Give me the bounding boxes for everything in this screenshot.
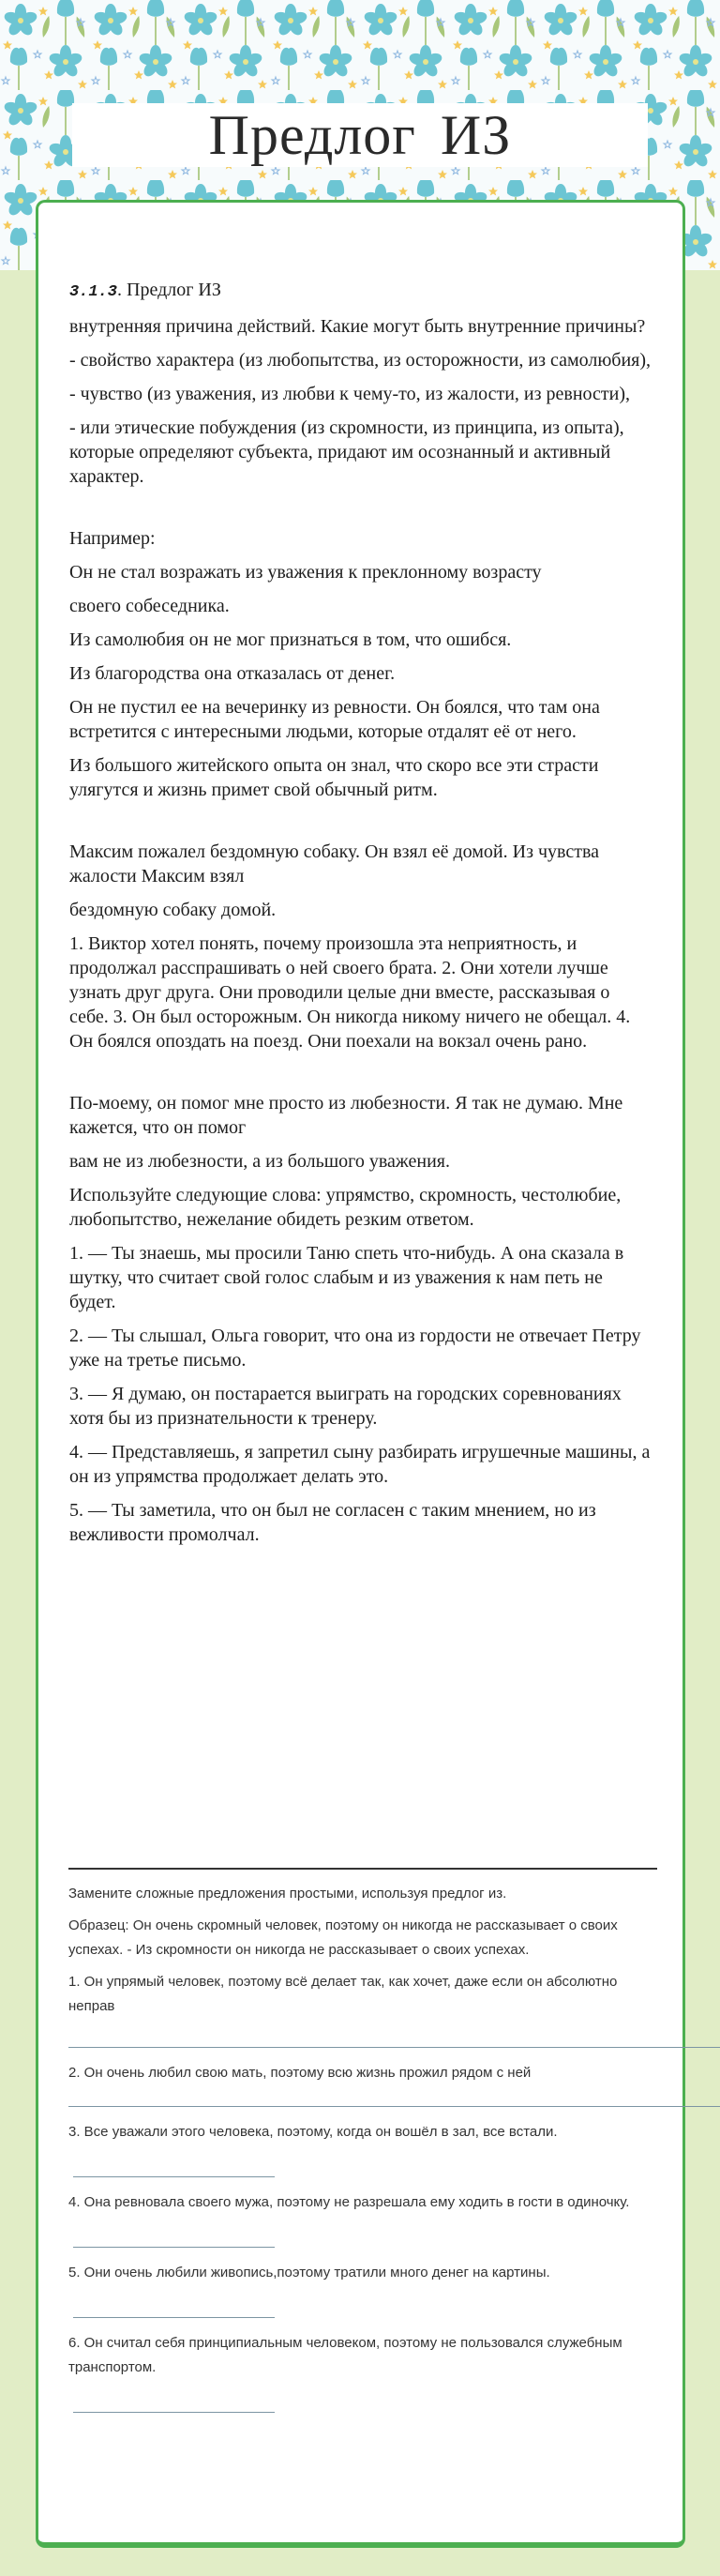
title-banner [72, 103, 648, 167]
page-title: Предлог ИЗ [208, 103, 512, 166]
section-divider [68, 1868, 657, 1870]
exercise-item: 6. Он считал себя принципиальным человеком, поэтому не пользовался служебным транспортом. [68, 2335, 622, 2375]
example-sentence: Из самолюбия он не мог признаться в том, что ошибся. [69, 629, 512, 650]
dialog-item: 4. — Представляешь, я запретил сыну разбирать игрушечные машины, а он из упрямства продолжает делать это. [69, 1442, 651, 1487]
exercise-item: 3. Все уважали этого человека, поэтому, когда он вошёл в зал, все встали. [68, 2124, 558, 2140]
exercise-item: 1. Он упрямый человек, поэтому всё делает так, как хочет, даже если он абсолютно неправ [68, 1974, 618, 2014]
dialog-item: 5. — Ты заметила, что он был не согласен с таким мнением, но из вежливости промолчал. [69, 1500, 596, 1545]
dialog-item: 2. — Ты слышал, Ольга говорит, что она из гордости не отвечает Петру уже на третье письмо. [69, 1326, 641, 1371]
content-card [36, 200, 685, 2548]
example-sentence: Он не стал возражать из уважения к преклонному возрасту [69, 562, 542, 583]
textbook-section [69, 278, 652, 1556]
section-number: 3.1.3 [69, 283, 118, 301]
examples-label: Например: [69, 528, 156, 549]
example-sentence: своего собеседника. [69, 596, 230, 616]
exercise-instruction: Замените сложные предложения простыми, используя предлог из. [68, 1886, 507, 1902]
exercise-item: 2. Он очень любил свою мать, поэтому всю жизнь прожил рядом с ней [68, 2065, 532, 2081]
exercise-item: 5. Они очень любили живопись,поэтому тратили много денег на картины. [68, 2265, 550, 2281]
dialog-example: вам не из любезности, а из большого уважения. [69, 1151, 450, 1172]
maxim-example: Максим пожалел бездомную собаку. Он взял её домой. Из чувства жалости Максим взял [69, 841, 600, 886]
answer-input-6[interactable] [73, 2412, 275, 2413]
bullet-item: - чувство (из уважения, из любви к чему-то, из жалости, из ревности), [69, 384, 630, 404]
example-sentence: Из благородства она отказалась от денег. [69, 663, 396, 684]
section-heading [69, 278, 652, 305]
exercise-item: 4. Она ревновала своего мужа, поэтому не разрешала ему ходить в гости в одиночку. [68, 2194, 630, 2210]
dialog-item: 3. — Я думаю, он постарается выиграть на городских соревнованиях хотя бы из признательности к тренеру. [69, 1384, 622, 1429]
section-title: . Предлог ИЗ [117, 280, 221, 300]
spacer [69, 811, 652, 840]
exercise-section [68, 1882, 659, 2413]
bullet-item: - свойство характера (из любопытства, из осторожности, из самолюбия), [69, 350, 652, 371]
maxim-example: бездомную собаку домой. [69, 900, 277, 920]
use-words-instruction: Используйте следующие слова: упрямство, скромность, честолюбие, любопытство, нежелание обидеть резким ответом. [69, 1185, 622, 1230]
dialog-example: По-моему, он помог мне просто из любезности. Я так не думаю. Мне кажется, что он помог [69, 1093, 623, 1138]
intro-text: внутренняя причина действий. Какие могут быть внутренние причины? [69, 316, 646, 337]
example-sentence: Он не пустил ее на вечеринку из ревности. Он боялся, что там она встретится с интересными людьми, которые отдалят её от него. [69, 697, 600, 742]
example-sentence: Из большого житейского опыта он знал, что скоро все эти страсти улягутся и жизнь примет свой обычный ритм. [69, 755, 599, 800]
spacer [69, 1063, 652, 1091]
dialog-item: 1. — Ты знаешь, мы просили Таню спеть что-нибудь. А она сказала в шутку, что считает свой голос слабым и из уважения к нам петь не будет. [69, 1243, 624, 1312]
spacer [69, 498, 652, 526]
bullet-item: - или этические побуждения (из скромности, из принципа, из опыта), которые определяют субъекта, придают им осознанный и активный характер. [69, 417, 624, 487]
numbered-paragraph: 1. Виктор хотел понять, почему произошла эта неприятность, и продолжал расспрашивать о ней своего брата. 2. Они хотели лучше узнать друг друга. Они проводили целые дни вместе, рассказывая о себе. 3. Он был осторожным. Он никогда никому ничего не обещал. 4. Он боялся опоздать на поезд. Они поехали на вокзал очень рано. [69, 933, 631, 1052]
exercise-sample: Образец: Он очень скромный человек, поэтому он никогда не рассказывает о своих успехах. - Из скромности он никогда не рассказывает о своих успехах. [68, 1917, 618, 1958]
